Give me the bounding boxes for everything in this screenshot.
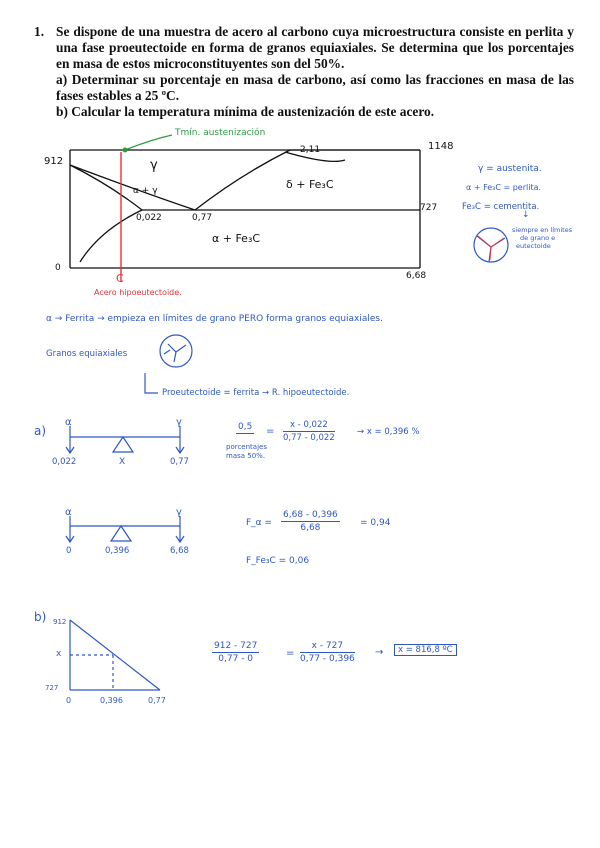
c077-label: 0,77	[192, 213, 213, 223]
eq1-fraction	[283, 420, 335, 443]
eq2-fraction	[281, 510, 340, 533]
lever-rule-2	[66, 516, 184, 542]
problem-text: Se dispone de una muestra de acero al carbono cuya microestructura consiste en perlita y una fase proeutectoide en forma de granos equiaxiales. Se determina que los porcentajes en masa de estos microconstituyentes son del 50%.	[56, 24, 574, 71]
problem-part-b: b) Calcular la temperatura mínima de austenización de este acero.	[56, 104, 435, 119]
lever2-left-phase: α	[65, 507, 72, 518]
proeut-arrow	[145, 373, 158, 393]
c668-label: 6,68	[406, 271, 427, 281]
partb-den2: 0,77 - 0,396	[300, 654, 355, 664]
delta-fe3c-region-label: δ + Fe₃C	[286, 178, 334, 191]
grain-boundary-red	[478, 236, 504, 260]
lever-rule-1	[66, 426, 184, 453]
problem-part-a: a) Determinar su porcentaje en masa de carbono, así como las fracciones en masa de las fases estables a 25 ºC.	[56, 72, 574, 103]
proeutectoide-note: Proeutectoide = ferrita → R. hipoeutectoide.	[162, 388, 350, 398]
partb-arrow: →	[375, 647, 384, 658]
problem-number: 1.	[34, 24, 45, 39]
alpha-gamma-region-label: α + γ	[133, 186, 158, 196]
partb-num2: x - 727	[300, 641, 355, 653]
legend-note-3: eutectoide	[516, 242, 551, 250]
origin-label: 0	[55, 263, 61, 273]
legend-perlita: α + Fe₃C = perlita.	[466, 183, 542, 192]
eq1-lhs-num: 0,5	[238, 422, 253, 432]
t1148-label: 1148	[428, 141, 454, 152]
eq1-lhs	[236, 422, 254, 434]
acero-hipoeutectoide-label: Acero hipoeutectoide.	[94, 288, 182, 297]
eq1-den: 0,77 - 0,022	[283, 433, 335, 443]
lever1-left-phase: α	[65, 417, 72, 428]
partb-equals: =	[286, 648, 295, 659]
eq2-lhs: F_α =	[246, 518, 273, 528]
ferrita-note: α → Ferrita → empieza en límites de grano PERO forma granos equiaxiales.	[46, 314, 383, 324]
legend-austenita: γ = austenita.	[478, 164, 542, 174]
lever2-mid-value: 0,396	[105, 546, 130, 556]
lever2-left-value: 0	[66, 546, 72, 556]
legend-note-2: de grano e	[520, 234, 556, 242]
lever1-mid-value: X	[119, 457, 126, 467]
lever1-right-value: 0,77	[170, 457, 189, 467]
legend-arrow: ↓	[522, 210, 530, 220]
partb-x-mid: 0,396	[100, 696, 123, 705]
lever1-left-value: 0,022	[52, 457, 77, 467]
eq1-result: → x = 0,396 %	[357, 427, 420, 437]
equiaxed-grains-sketch	[160, 335, 192, 367]
tmin-point	[123, 148, 128, 153]
eq1-num: x - 0,022	[283, 420, 335, 432]
c211-label: 2,11	[300, 145, 321, 155]
t912-label: 912	[44, 156, 64, 167]
partb-fraction-1	[212, 641, 259, 664]
lever2-right-phase: γ	[176, 507, 182, 518]
lever2-right-value: 6,68	[170, 546, 189, 556]
partb-den1: 0,77 - 0	[218, 654, 254, 664]
eq2-num: 6,68 - 0,396	[283, 510, 338, 520]
legend-cementita: Fe₃C = cementita.	[462, 202, 540, 212]
partb-x-right: 0,77	[148, 696, 166, 705]
part-a-label: a)	[34, 424, 47, 438]
t727-label: 727	[420, 203, 438, 213]
partb-num1: 912 - 727	[214, 641, 258, 651]
grain-boundary-sketch	[474, 228, 508, 262]
c0022-label: 0,022	[136, 213, 162, 223]
alpha-fe3c-region-label: α + Fe₃C	[212, 232, 261, 245]
alpha-solvus	[80, 210, 142, 262]
tmin-label: Tmín. austenización	[175, 128, 266, 138]
gamma-region-label: γ	[150, 158, 158, 173]
phase-diagram-lines	[70, 150, 420, 268]
part-b-label: b)	[34, 610, 47, 624]
lever1-right-phase: γ	[176, 417, 182, 428]
tmin-arrow	[125, 135, 172, 150]
partb-result: x = 816,8 ºC	[394, 644, 457, 656]
partb-y-bottom: 727	[45, 684, 59, 692]
granos-note: Granos equiaxiales	[46, 349, 128, 359]
eq2-result: = 0,94	[360, 518, 391, 528]
partb-x0: 0	[66, 696, 72, 705]
legend-note-1: siempre en límites	[512, 226, 573, 234]
eq1-equals: =	[266, 426, 275, 437]
partb-fraction-2	[300, 641, 355, 664]
partb-y-top: 912	[53, 618, 67, 626]
part-b-triangle	[70, 620, 160, 690]
partb-y-x: x	[56, 649, 62, 659]
eq3-result: F_Fe₃C = 0,06	[246, 556, 310, 566]
c-label: C	[116, 272, 124, 285]
eq1-note-1: porcentajes	[226, 443, 267, 451]
eq2-den: 6,68	[300, 523, 321, 533]
eq1-note-2: masa 50%.	[226, 452, 266, 460]
